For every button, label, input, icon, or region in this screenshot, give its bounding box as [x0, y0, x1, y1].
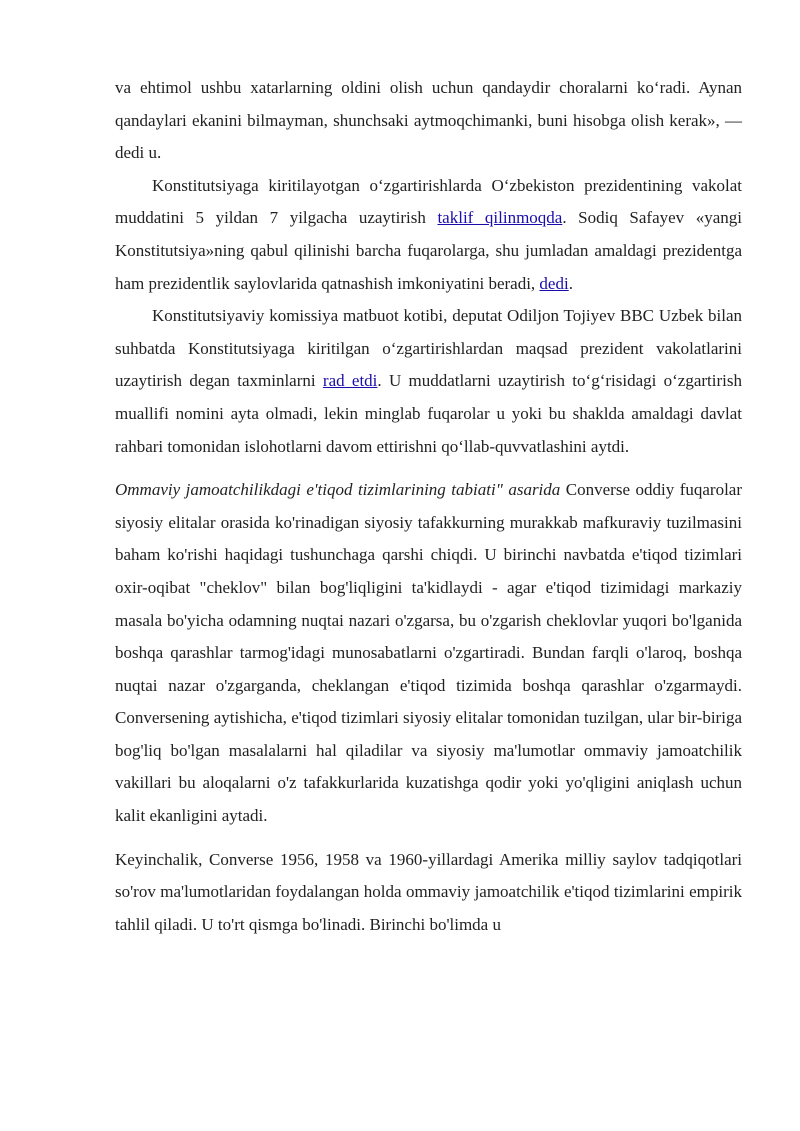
link-dedi[interactable]: dedi — [539, 273, 569, 293]
link-taklif-qilinmoqda[interactable]: taklif qilinmoqda — [437, 208, 563, 228]
paragraph-converse-analysis — [115, 844, 742, 942]
paragraph-text: va ehtimol ushbu xatarlarning oldini olish uchun qandaydir choralarni ko‘radi. Aynan qandaylari ekanini bilmayman, shunchsaki aytmoqchimanki, buni hisobga olish kerak», — dedi u. — [115, 78, 742, 163]
paragraph-text: . Sodiq Safayev «yangi Konstitutsiya»ning qabul qilinishi barcha fuqarolarga, shu jumladan amaldagi prezidentga ham prezidentlik saylovlarida qatnashish imkoniyatini beradi, — [115, 208, 742, 293]
paragraph-quote-end — [115, 72, 742, 170]
paragraph-italic-title: Ommaviy jamoatchilikdagi e'tiqod tizimlarining tabiati" asarida — [115, 480, 561, 500]
paragraph-text: . U muddatlarni uzaytirish to‘g‘risidagi o‘zgartirish muallifi nomini ayta olmadi, lekin minglab fuqarolar u yoki bu shaklda amaldagi davlat rahbari tomonidan islohotlarni davom ettirishni qo‘llab-quvvatlashini aytdi. — [115, 371, 743, 456]
paragraph-text: . — [568, 273, 573, 293]
paragraph-text: Keyinchalik, Converse 1956, 1958 va 1960-yillardagi Amerika milliy saylov tadqiqotlari so'rov ma'lumotlaridan foydalangan holda ommaviy jamoatchilik e'tiqod tizimlarini empirik tahlil qiladi. U to'rt qismga bo'linadi. Birinchi bo'limda u — [115, 849, 742, 934]
paragraph-term-extension — [115, 170, 742, 300]
paragraph-text: Converse oddiy fuqarolar siyosiy elitalar orasida ko'rinadigan siyosiy tafakkurning murakkab mafkuraviy tuzilmasini baham ko'rishi haqidagi tushunchaga qarshi chiqdi. U birinchi navbatda e'tiqod tizimlari oxir-oqibat "cheklov" bilan bog'liqligini ta'kidlaydi - agar e'tiqod tizimidagi markaziy masala bo'yicha odamning nuqtai nazari o'zgarsa, bu o'zgarish cheklovlar yuqori bo'lganida boshqa qarashlar tarmog'idagi munosabatlarni o'zgartiradi. Bundan farqli o'laroq, boshqa nuqtai nazar o'zgarganda, cheklangan e'tiqod tizimida boshqa qarashlar o'zgarmaydi. Conversening aytishicha, e'tiqod tizimlari siyosiy elitalar tomonidan tuzilgan, ular bir-biriga bog'liq bo'lgan masalalarni hal qiladilar va siyosiy ma'lumotlar ommaviy jamoatchilik vakillari bu aloqalarni o'z tafakkurlarida kuzatishga qodir yoki yo'qligini aniqlash uchun kalit ekanligini aytadi. — [115, 480, 743, 826]
link-rad-etdi[interactable]: rad etdi — [322, 371, 378, 391]
paragraph-text: Konstitutsiyaviy komissiya matbuot kotibi, deputat Odiljon Tojiyev BBC Uzbek bilan suhbatda Konstitutsiyaga kiritilgan o‘zgartirishlardan maqsad prezident vakolatlarini uzaytirish degan taxminlarni — [115, 306, 742, 391]
paragraph-converse-belief-systems — [115, 474, 742, 833]
document-page — [115, 72, 742, 941]
paragraph-text: Konstitutsiyaga kiritilayotgan o‘zgartirishlarda O‘zbekiston prezidentining vakolat muddatini 5 yildan 7 yilgacha uzaytirish — [115, 175, 742, 228]
paragraph-commission-secretary — [115, 300, 742, 463]
